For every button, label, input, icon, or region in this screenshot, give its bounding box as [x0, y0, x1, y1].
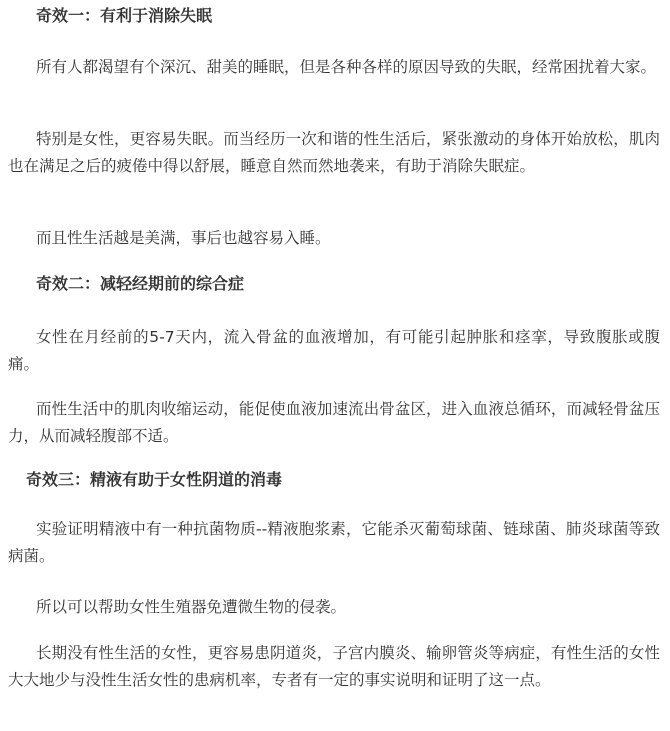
paragraph-3-1: 实验证明精液中有一种抗菌物质--精液胞浆素，它能杀灭葡萄球菌、链球菌、肺炎球菌等致病菌。 [8, 520, 660, 565]
paragraph-2-1: 女性在月经前的5-7天内，流入骨盆的血液增加，有可能引起肿胀和痉挛，导致腹胀或腹痛。 [8, 328, 660, 373]
section-heading-3: 奇效三：精液有助于女性阴道的消毒 [26, 470, 283, 489]
paragraph-3-3: 长期没有性生活的女性，更容易患阴道炎，子宫内膜炎、输卵管炎等病症，有性生活的女性大大地少与没性生活女性的患病机率，专者有一定的事实说明和证明了这一点。 [8, 644, 660, 689]
section-heading-2: 奇效二：减轻经期前的综合症 [36, 274, 245, 293]
paragraph-1-1: 所有人都渴望有个深沉、甜美的睡眠，但是各种各样的原因导致的失眠，经常困扰着大家。 [36, 58, 657, 76]
section-heading-1: 奇效一：有利于消除失眠 [36, 6, 213, 25]
paragraph-1-2: 特别是女性，更容易失眠。而当经历一次和谐的性生活后，紧张激动的身体开始放松，肌肉也在满足之后的疲倦中得以舒展，睡意自然而然地袭来，有助于消除失眠症。 [8, 130, 660, 175]
paragraph-3-2: 所以可以帮助女性生殖器免遭微生物的侵袭。 [36, 598, 347, 616]
paragraph-2-2: 而性生活中的肌肉收缩运动，能促使血液加速流出骨盆区，进入血液总循环，而减轻骨盆压力，从而减轻腹部不适。 [8, 400, 660, 445]
paragraph-1-3: 而且性生活越是美满，事后也越容易入睡。 [36, 229, 331, 247]
